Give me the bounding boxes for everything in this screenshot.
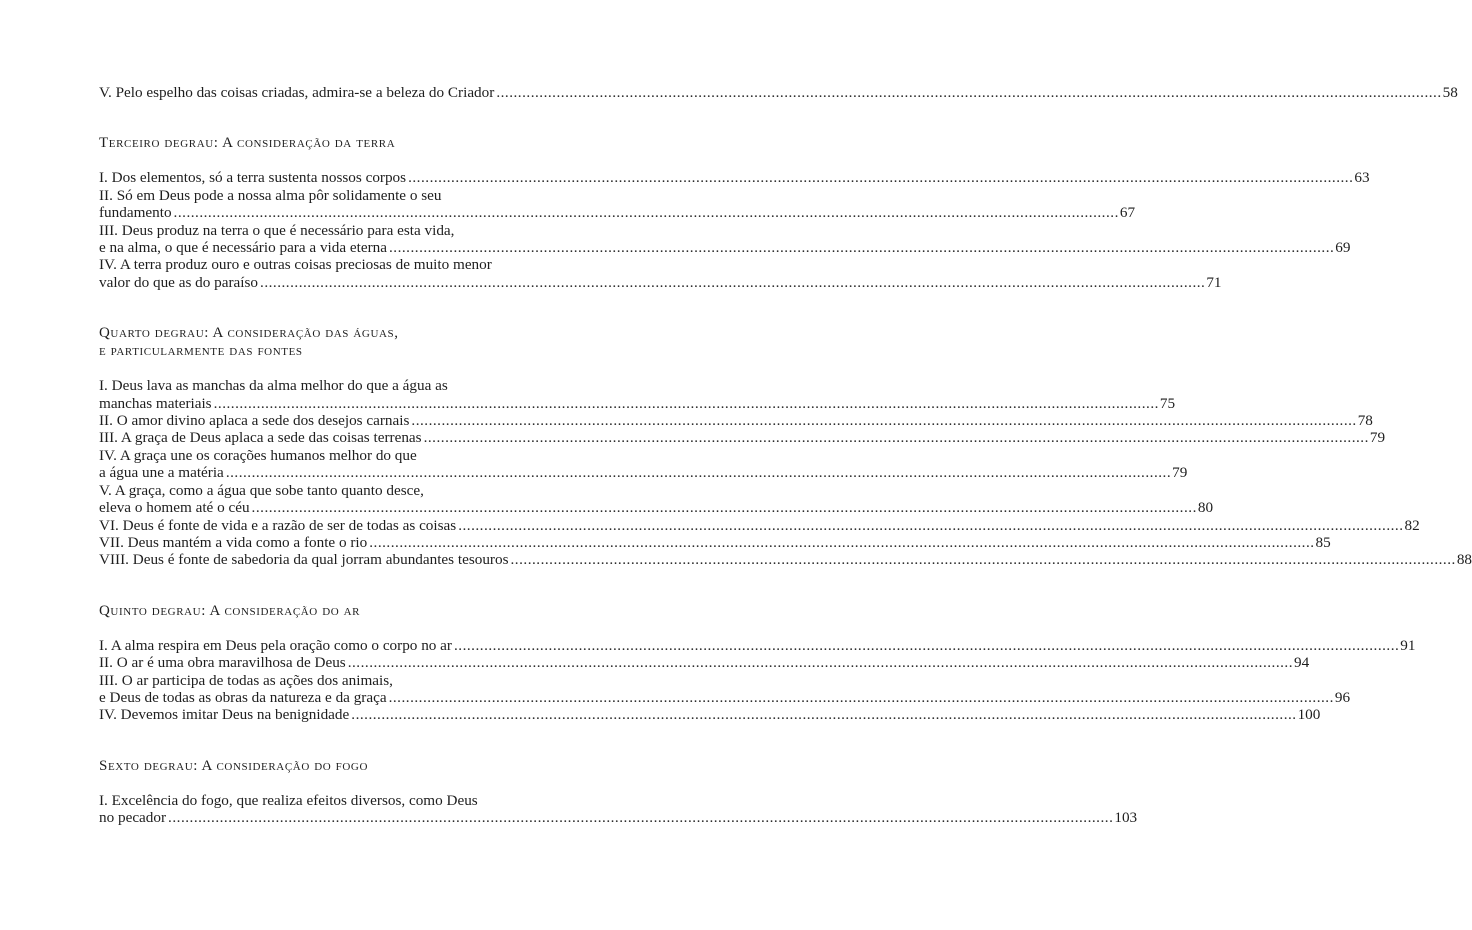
table-of-contents (99, 84, 1472, 827)
toc-entry-line: IV. A terra produz ouro e outras coisas preciosas de muito menor (99, 256, 492, 274)
page-number: 63 (1354, 169, 1370, 187)
page-number: 79 (1172, 464, 1188, 482)
section-heading-line: Quarto degrau: A consideração das águas, (99, 325, 399, 342)
toc-section (99, 134, 1370, 291)
toc-entry-line: I. Excelência do fogo, que realiza efeitos diversos, como Deus (99, 791, 478, 809)
toc-entry-final-line (99, 706, 1321, 724)
dot-leader: ............................................................................................................................................................................................................................ (168, 809, 1114, 827)
dot-leader: ............................................................................................................................................................................................................................ (369, 533, 1315, 551)
toc-entry (99, 169, 1370, 187)
toc-entry-text: V. Pelo espelho das coisas criadas, admira-se a beleza do Criador (99, 84, 495, 101)
toc-entry-final-line (99, 394, 1176, 412)
toc-entry-line: I. Deus lava as manchas da alma melhor do que a água as (99, 377, 448, 395)
toc-entry-final-line (99, 809, 1138, 827)
toc-entry-final-line (99, 654, 1310, 672)
page-number: 80 (1197, 499, 1214, 517)
section-heading-line: Terceiro degrau: A consideração da terra (99, 135, 396, 152)
page-number: 58 (1442, 84, 1458, 101)
toc-entry-final-line (99, 84, 1458, 101)
toc-entry-text: VIII. Deus é fonte de sabedoria da qual jorram abundantes tesouros (99, 551, 509, 569)
toc-entry-final-line (99, 429, 1386, 447)
toc-entry (99, 551, 1472, 569)
dot-leader: ............................................................................................................................................................................................................................ (411, 412, 1357, 430)
toc-entry (99, 791, 1138, 827)
page-number: 69 (1335, 239, 1351, 257)
toc-entry-final-line (99, 412, 1373, 430)
toc-entry-text: e Deus de todas as obras da natureza e da graça (99, 688, 387, 706)
toc-entry (99, 516, 1420, 534)
toc-entry-final-line (99, 688, 1351, 706)
toc-entry (99, 671, 1351, 707)
section-heading (99, 134, 544, 152)
toc-entry-final-line (99, 636, 1416, 654)
toc-entry-text: fundamento (99, 204, 172, 222)
page-number: 75 (1159, 394, 1176, 412)
toc-entry-line: IV. A graça une os corações humanos melhor do que (99, 446, 417, 464)
section-heading (99, 324, 544, 360)
toc-entry-line: III. Deus produz na terra o que é necessário para esta vida, (99, 221, 455, 239)
toc-entry-text: manchas materiais (99, 394, 212, 412)
toc-entry (99, 221, 1351, 257)
toc-entry-text: I. Dos elementos, só a terra sustenta nossos corpos (99, 169, 407, 187)
section-heading-line: e particularmente das fontes (99, 343, 303, 360)
page-number: 79 (1369, 429, 1386, 447)
dot-leader: ............................................................................................................................................................................................................................ (453, 636, 1400, 654)
toc-entry-text: IV. Devemos imitar Deus na benignidade (99, 706, 350, 724)
page-number: 91 (1400, 636, 1416, 654)
toc-section (99, 602, 1416, 724)
toc-section (99, 757, 1138, 827)
toc-entry-text: no pecador (99, 809, 167, 827)
toc-entry-text: valor do que as do paraíso (99, 273, 259, 291)
toc-entry-line: V. A graça, como a água que sobe tanto quanto desce, (99, 481, 424, 499)
toc-entry-final-line (99, 169, 1370, 187)
toc-entry-line: III. O ar participa de todas as ações dos animais, (99, 671, 393, 689)
toc-entry-text: I. A alma respira em Deus pela oração como o corpo no ar (99, 636, 452, 654)
toc-entry-text: VII. Deus mantém a vida como a fonte o rio (99, 533, 368, 551)
toc-entry (99, 654, 1310, 672)
dot-leader: ............................................................................................................................................................................................................................ (260, 273, 1206, 291)
page-number: 85 (1315, 533, 1331, 551)
toc-entry-text: III. A graça de Deus aplaca a sede das coisas terrenas (99, 429, 422, 447)
toc-entry-final-line (99, 204, 1136, 222)
page-number: 82 (1404, 516, 1420, 534)
dot-leader: ............................................................................................................................................................................................................................ (173, 204, 1119, 222)
toc-entry-final-line (99, 516, 1420, 534)
toc-entry-final-line (99, 499, 1214, 517)
toc-entry (99, 533, 1331, 551)
dot-leader: ............................................................................................................................................................................................................................ (347, 654, 1294, 672)
toc-entry-text: II. O ar é uma obra maravilhosa de Deus (99, 654, 346, 672)
toc-entry (99, 429, 1386, 447)
page-number: 71 (1206, 273, 1222, 291)
toc-entry-final-line (99, 464, 1188, 482)
page-number: 67 (1119, 204, 1136, 222)
toc-entry (99, 412, 1373, 430)
page-number: 100 (1297, 706, 1321, 724)
toc-entry-final-line (99, 533, 1331, 551)
section-heading-line: Quinto degrau: A consideração do ar (99, 602, 361, 619)
toc-entry-text: a água une a matéria (99, 464, 224, 482)
dot-leader: ............................................................................................................................................................................................................................ (408, 169, 1354, 187)
dot-leader: ............................................................................................................................................................................................................................ (213, 394, 1159, 412)
toc-entry-text: II. O amor divino aplaca a sede dos desejos carnais (99, 412, 410, 430)
toc-entry (99, 377, 1176, 412)
dot-leader: ............................................................................................................................................................................................................................ (496, 84, 1442, 101)
toc-entry-final-line (99, 239, 1351, 257)
toc-entry-final-line (99, 273, 1222, 291)
page-number: 78 (1357, 412, 1373, 430)
toc-entry (99, 84, 1458, 101)
dot-leader: ............................................................................................................................................................................................................................ (423, 429, 1369, 447)
toc-entry (99, 636, 1416, 654)
toc-section (99, 324, 1472, 569)
section-heading (99, 757, 544, 775)
dot-leader: ............................................................................................................................................................................................................................ (510, 551, 1456, 569)
dot-leader: ............................................................................................................................................................................................................................ (225, 464, 1172, 482)
toc-entry-text: e na alma, o que é necessário para a vida eterna (99, 239, 387, 257)
dot-leader: ............................................................................................................................................................................................................................ (388, 688, 1334, 706)
toc-entry-line: II. Só em Deus pode a nossa alma pôr solidamente o seu (99, 186, 442, 204)
dot-leader: ............................................................................................................................................................................................................................ (458, 516, 1404, 534)
toc-entry (99, 186, 1136, 222)
page-number: 94 (1294, 654, 1310, 672)
section-heading (99, 602, 544, 620)
toc-entry (99, 706, 1321, 724)
toc-entry-final-line (99, 551, 1472, 569)
toc-section (99, 84, 1458, 101)
page-number: 96 (1334, 688, 1351, 706)
section-heading-line: Sexto degrau: A consideração do fogo (99, 757, 369, 774)
toc-entry-text: VI. Deus é fonte de vida e a razão de ser de todas as coisas (99, 516, 457, 534)
dot-leader: ............................................................................................................................................................................................................................ (251, 499, 1197, 517)
toc-entry (99, 481, 1214, 517)
dot-leader: ............................................................................................................................................................................................................................ (351, 706, 1297, 724)
toc-entry (99, 446, 1188, 482)
page-number: 88 (1456, 551, 1472, 569)
toc-entry (99, 256, 1222, 291)
toc-entry-text: eleva o homem até o céu (99, 499, 250, 517)
dot-leader: ............................................................................................................................................................................................................................ (388, 239, 1335, 257)
page-number: 103 (1114, 809, 1138, 827)
